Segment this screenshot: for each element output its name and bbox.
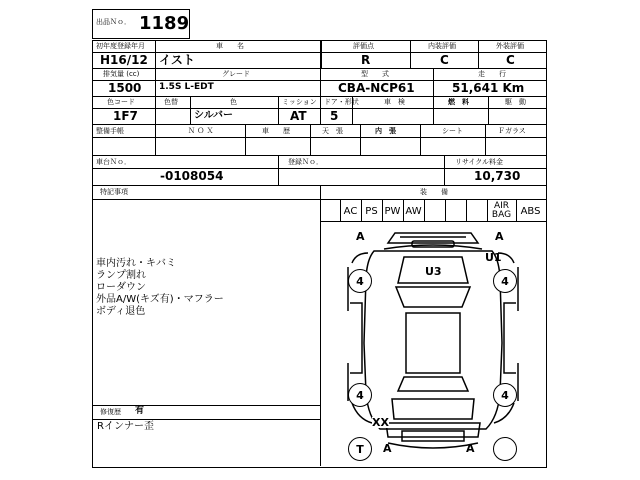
equipment-abs: ABS [520, 205, 541, 217]
repair-detail: Rインナー歪 [97, 421, 154, 432]
nox-label: Ｎ Ｏ Ｘ [188, 127, 214, 135]
equipment-ps: PS [365, 205, 378, 217]
chassis-value: -0108054 [160, 169, 224, 183]
model-label: 型 式 [361, 70, 389, 78]
model-value: CBA-NCP61 [338, 81, 415, 95]
color-label: 色 [230, 98, 237, 106]
exterior-rating-value: C [506, 53, 515, 67]
exterior-rating-label: 外装評価 [496, 42, 524, 50]
car-name-label: 車 名 [216, 42, 244, 50]
note-line: 外品A/W(キズ有)・マフラー [96, 294, 224, 305]
tire-rear-left: 4 [348, 383, 372, 407]
rating-value: R [361, 53, 371, 67]
glass-label: Ｆガラス [498, 127, 526, 135]
lot-number: 1189 [139, 13, 190, 34]
transmission-value: AT [290, 109, 307, 123]
drive-label: 駆 動 [505, 98, 526, 106]
car-diagram [322, 223, 544, 465]
notes-list [96, 258, 316, 318]
mileage-value: 51,641 Km [452, 81, 525, 95]
chassis-label: 車台Ｎｏ． [96, 158, 131, 166]
lot-number-label: 出品Ｎｏ． [96, 18, 131, 26]
car-name-value: イスト [159, 53, 195, 67]
equipment-pw: PW [384, 205, 401, 217]
equipment-ac: AC [343, 205, 358, 217]
transmission-label: ミッション [282, 98, 317, 106]
tire-spare-empty [493, 437, 517, 461]
notes-label: 特記事項 [100, 188, 128, 196]
reg-label: 登録Ｎｏ． [288, 158, 323, 166]
interior-rating-label: 内装評価 [428, 42, 456, 50]
tire-rear-right: 4 [493, 383, 517, 407]
interior-label: 内 張 [375, 127, 396, 135]
mark-rear-bottom: XX [372, 416, 389, 429]
first-reg-value: H16/12 [100, 53, 148, 67]
color-value: シルバー [194, 110, 234, 121]
tire-spare: T [348, 437, 372, 461]
seat-label: シート [442, 127, 463, 135]
equipment-label: 装 備 [420, 188, 448, 196]
manual-label: 整備手帳 [96, 127, 124, 135]
mark-front-right: A [495, 230, 504, 243]
history-label: 車 歴 [262, 127, 290, 135]
equipment-aw: AW [405, 205, 422, 217]
note-line: ランプ割れ [96, 270, 146, 281]
color-family-label: 色替 [164, 98, 178, 106]
equipment-airbag: AIR BAG [491, 201, 512, 220]
recycle-value: 10,730 [474, 169, 521, 183]
displacement-value: 1500 [108, 81, 142, 95]
fuel-label: 燃 料 [448, 98, 469, 106]
mark-rear-left: A [383, 442, 392, 455]
displacement-label: 排気量 (cc) [103, 70, 140, 78]
first-reg-label: 初年度登録年月 [96, 42, 145, 50]
tire-front-left: 4 [348, 269, 372, 293]
color-code-value: 1F7 [113, 109, 138, 123]
color-code-label: 色コード [107, 98, 135, 106]
repair-value: 有 [135, 406, 145, 416]
interior-rating-value: C [440, 53, 449, 67]
mark-front-left: A [356, 230, 365, 243]
note-line: ローダウン [96, 282, 146, 293]
mark-rear-right: A [466, 442, 475, 455]
grade-label: グレード [222, 70, 250, 78]
capacity-label: 車 検 [384, 98, 405, 106]
note-line: 車内汚れ・キバミ [96, 258, 176, 269]
doors-label: ドア・形状 [324, 98, 359, 106]
tire-front-right: 4 [493, 269, 517, 293]
mark-right-front-side: U1 [485, 251, 502, 264]
rating-label: 評価点 [353, 42, 374, 50]
sunroof-label: 天 張 [322, 127, 343, 135]
grade-value: 1.5S L-EDT [159, 82, 214, 92]
mark-hood: U3 [425, 265, 442, 278]
doors-value: 5 [330, 109, 339, 123]
lot-number-box [92, 9, 190, 39]
repair-label: 修復歴 [100, 408, 121, 416]
recycle-label: リサイクル料金 [455, 158, 504, 166]
note-line: ボディ退色 [96, 306, 146, 317]
mileage-label: 走 行 [478, 70, 506, 78]
